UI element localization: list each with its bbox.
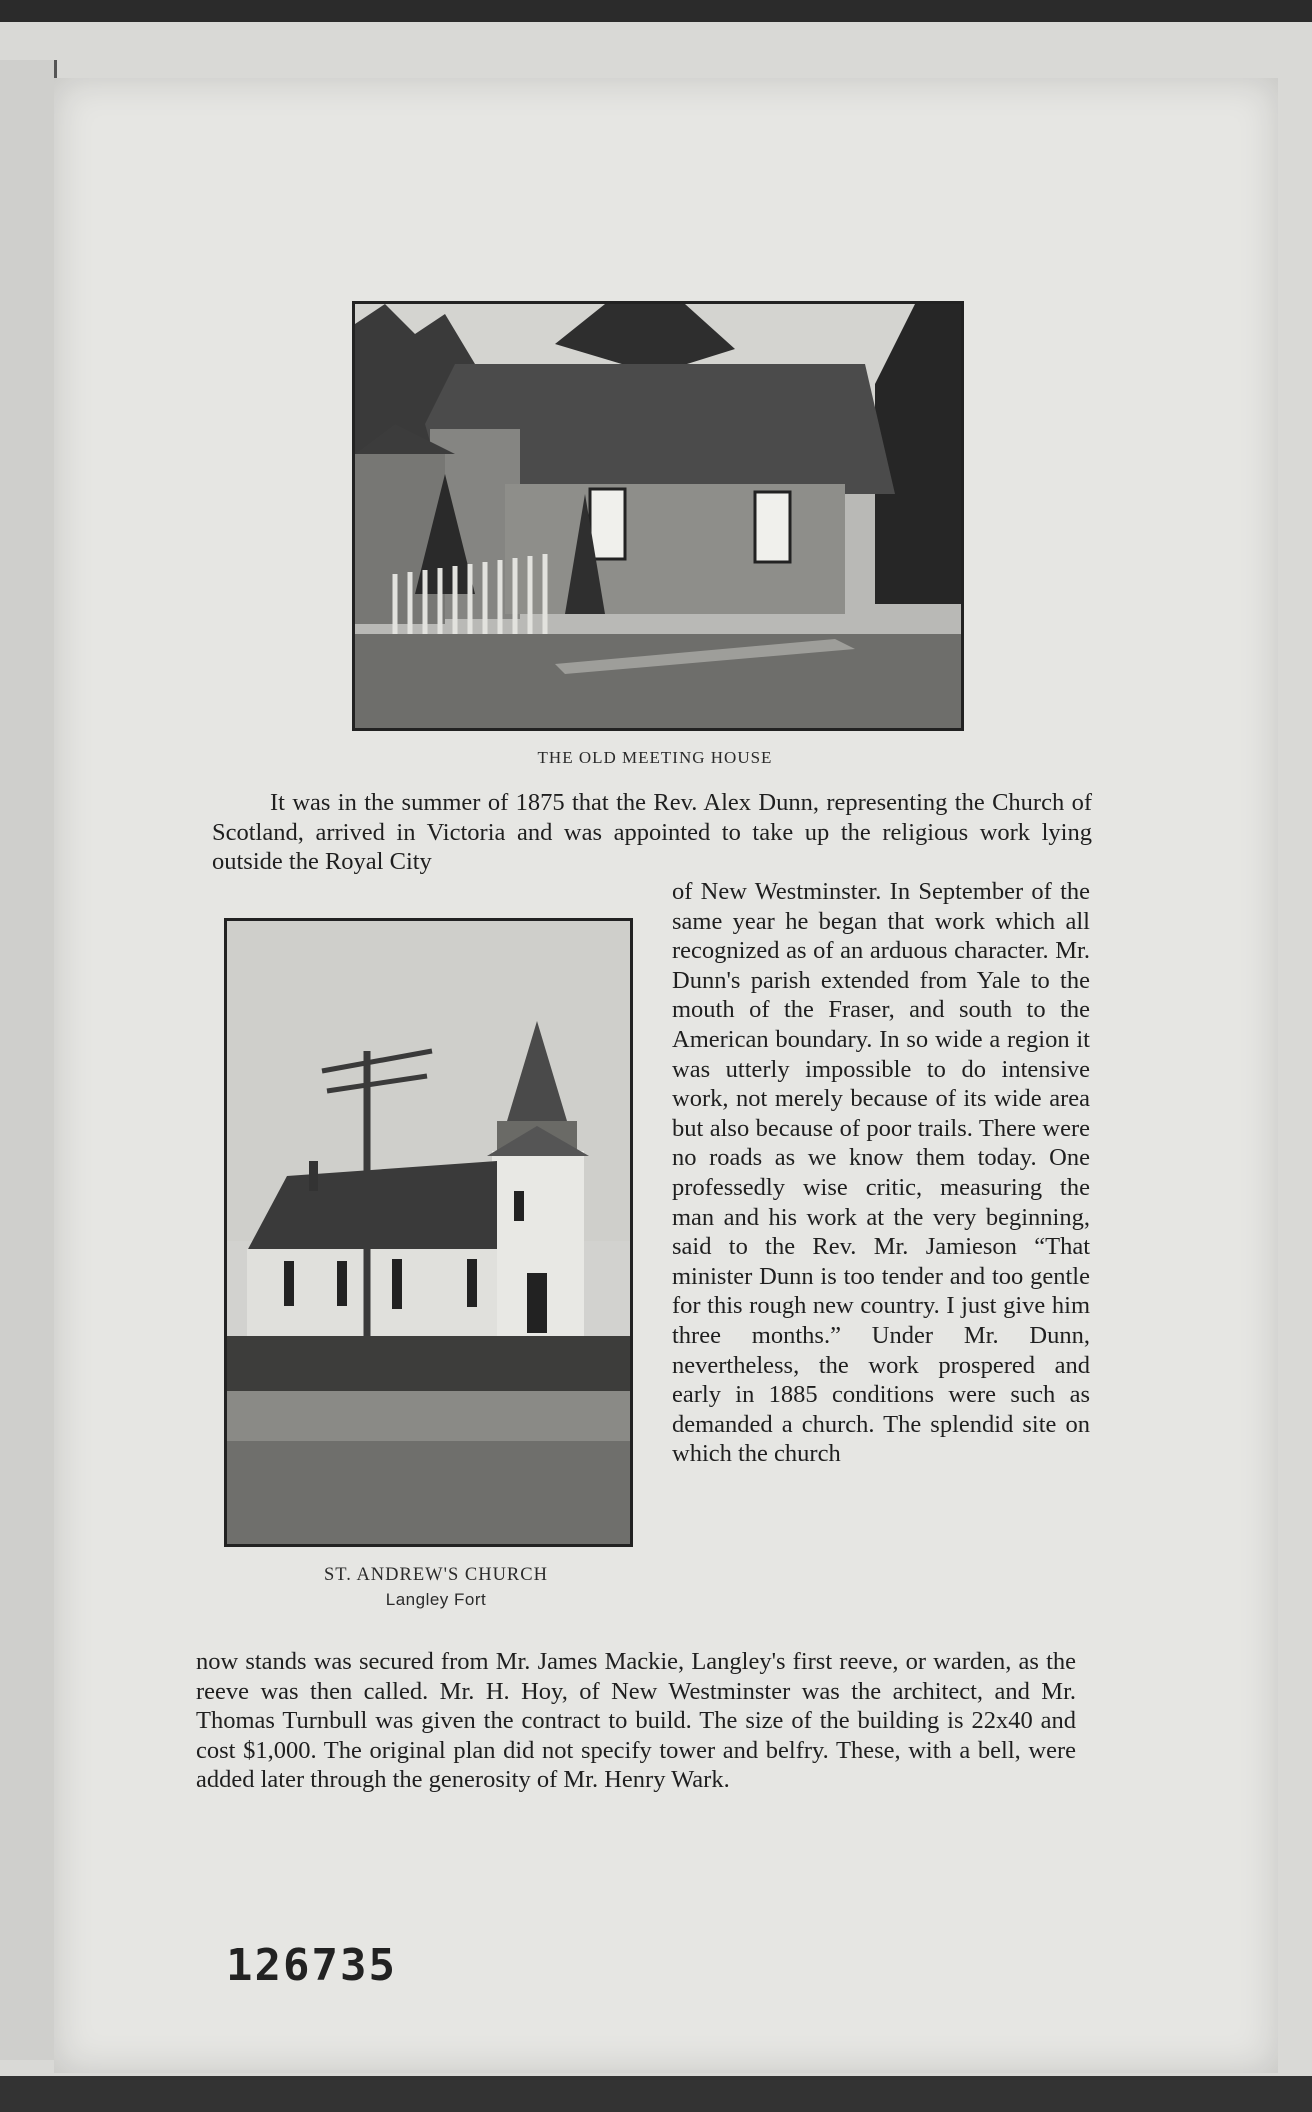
article-paragraph-closing: now stands was secured from Mr. James Mackie, Langley's first reeve, or warden, as the reeve was then called. Mr. H. Hoy, of New Westminster was the architect, and Mr. Thomas Turnbull was given the contract to build. The size of the building is 22x40 and cost $1,000. The original plan did not specify tower and belfry. These, with a bell, were added later through the generosity of Mr. Henry Wark. xyxy=(196,1648,1076,1794)
old-meeting-house-photo xyxy=(352,301,964,731)
article-paragraph-wrap: of New Westminster. In September of the same year he began that work which all recognized as of an arduous character. Mr. Dunn's parish extended from Yale to the mouth of the Fraser, and south to the American boundary. In so wide a region it was utterly impossible to do intensive work, not merely because of its wide area but also because of poor trails. There were no roads as we know them today. One professedly wise critic, measuring the man and his work at the very beginning, said to the Rev. Mr. Jamieson “That minister Dunn is too tender and too gentle for this rough new country. I just give him three months.” Under Mr. Dunn, nevertheless, the work prospered and early in 1885 conditions were such as demanded a church. The splendid site on which the church xyxy=(672,878,1090,1468)
church-caption: ST. ANDREW'S CHURCH xyxy=(324,1565,548,1585)
stamped-catalog-number: 126735 xyxy=(226,1940,397,1991)
church-illustration xyxy=(227,921,630,1544)
meeting-house-illustration xyxy=(355,304,961,728)
scan-bottom-edge xyxy=(0,2076,1312,2112)
article-paragraph-intro: It was in the summer of 1875 that the Rev. Alex Dunn, representing the Church of Scotland, arrived in Victoria and was appointed to take up the religious work lying outside the Royal City xyxy=(212,789,1092,876)
church-subcaption: Langley Fort xyxy=(385,1590,487,1609)
meeting-house-caption: THE OLD MEETING HOUSE xyxy=(537,748,773,767)
st-andrews-church-photo xyxy=(224,918,633,1547)
previous-page-edge xyxy=(0,60,57,2060)
